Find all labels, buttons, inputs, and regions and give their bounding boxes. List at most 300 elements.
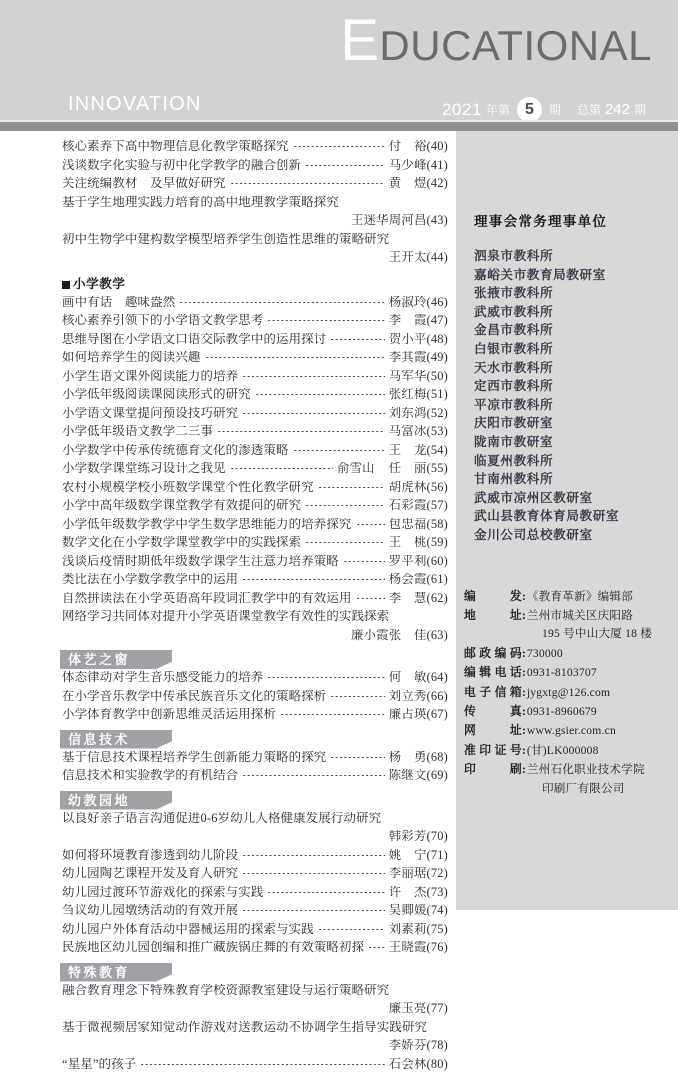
entry-byline bbox=[389, 314, 448, 326]
imprint-label: 准印证号 bbox=[464, 741, 522, 759]
entry-author: 付 裕 bbox=[389, 140, 427, 152]
entry-byline bbox=[389, 499, 448, 511]
entry-author: 马少峰 bbox=[389, 159, 427, 171]
imprint-row bbox=[464, 663, 678, 682]
entry-byline bbox=[389, 904, 448, 916]
entry-author: 罗平利 bbox=[389, 555, 427, 567]
entry-author: 廉玉亮 bbox=[389, 1002, 427, 1015]
page-body bbox=[0, 131, 678, 910]
council-item: 定西市教科所 bbox=[474, 377, 678, 396]
entry-byline bbox=[389, 518, 448, 530]
imprint-colon: : bbox=[522, 742, 527, 760]
leader-dots bbox=[46, 257, 385, 258]
entry-author: 石彩霞 bbox=[389, 499, 427, 511]
imprint-block bbox=[456, 587, 678, 798]
leader-dots bbox=[318, 929, 385, 930]
imprint-row bbox=[464, 721, 678, 740]
imprint-colon: : bbox=[522, 607, 527, 625]
toc-entry[interactable] bbox=[0, 499, 456, 518]
leader-dots bbox=[368, 947, 385, 948]
toc-entry[interactable] bbox=[0, 555, 456, 574]
entry-title: 小学数学中传承传统德育文化的渗透策略 bbox=[62, 444, 289, 456]
imprint-value: (甘)LK000008 bbox=[527, 742, 678, 760]
council-item: 天水市教科所 bbox=[474, 359, 678, 378]
imprint-row bbox=[464, 683, 678, 702]
imprint-colon: : bbox=[522, 703, 527, 721]
entry-byline bbox=[389, 333, 448, 345]
toc-entry[interactable] bbox=[0, 425, 456, 444]
entry-title: 思维导图在小学语文口语交际教学中的运用探讨 bbox=[62, 333, 326, 345]
imprint-value: 兰州市城关区庆阳路 bbox=[527, 607, 678, 625]
council-item: 泗泉市教科所 bbox=[474, 247, 678, 266]
issue-year-suffix: 年第 bbox=[486, 101, 510, 118]
entry-coauthor: 廉小霞 bbox=[351, 629, 389, 642]
council-item: 甘南州教科所 bbox=[474, 470, 678, 489]
entry-byline bbox=[389, 1058, 448, 1070]
entry-author: 刘素莉 bbox=[389, 923, 427, 935]
leader-dots bbox=[179, 302, 384, 303]
imprint-value: 《教育革新》编辑部 bbox=[527, 588, 678, 606]
entry-author: 廉占瑛 bbox=[389, 708, 427, 720]
entry-page: (53) bbox=[427, 425, 448, 438]
entry-author: 何 敏 bbox=[389, 671, 427, 683]
toc-entry-byline-line[interactable] bbox=[0, 251, 456, 270]
entry-title: 数学文化在小学数学课堂教学中的实践探索 bbox=[62, 536, 301, 548]
imprint-colon: : bbox=[522, 684, 527, 702]
entry-page: (46) bbox=[427, 296, 448, 309]
entry-byline bbox=[389, 481, 448, 493]
council-block bbox=[456, 131, 678, 545]
entry-author: 刘东鸿 bbox=[389, 407, 427, 419]
entry-title: 小学体育教学中创新思维灵活运用探析 bbox=[62, 708, 276, 720]
entry-byline bbox=[389, 769, 448, 781]
toc-entry[interactable] bbox=[0, 388, 456, 407]
toc-entry-title-line[interactable]: 网络学习共同体对提升小学英语课堂教学有效性的实践探索 bbox=[0, 610, 456, 629]
entry-byline bbox=[389, 867, 448, 879]
entry-byline bbox=[389, 1039, 448, 1051]
toc-entry[interactable] bbox=[0, 314, 456, 333]
entry-title: 信息技术和实验教学的有机结合 bbox=[62, 769, 238, 781]
entry-page: (58) bbox=[427, 518, 448, 531]
toc-entry[interactable] bbox=[0, 444, 456, 463]
entry-title: 浅谈后疫情时期低年级数学课学生注意力培养策略 bbox=[62, 555, 339, 567]
toc-entry[interactable] bbox=[0, 923, 456, 942]
toc-entry-title-line[interactable]: 融合教育理念下特殊教育学校资源教室建设与运行策略研究 bbox=[0, 984, 456, 1003]
entry-page: (68) bbox=[427, 751, 448, 764]
toc-entry[interactable] bbox=[0, 159, 456, 178]
toc-entry[interactable] bbox=[0, 573, 456, 592]
entry-author: 任 丽 bbox=[389, 462, 427, 474]
leader-dots bbox=[280, 714, 385, 715]
entry-title: 基于信息技术课程培养学生创新能力策略的探究 bbox=[62, 751, 326, 763]
leader-dots bbox=[242, 775, 384, 776]
entry-author: 王 龙 bbox=[389, 444, 427, 456]
entry-page: (51) bbox=[427, 388, 448, 401]
entry-byline bbox=[389, 941, 448, 953]
entry-byline bbox=[389, 351, 448, 363]
entry-page: (71) bbox=[427, 849, 448, 862]
council-item: 平凉市教科所 bbox=[474, 396, 678, 415]
leader-dots bbox=[330, 757, 384, 758]
leader-dots bbox=[267, 320, 384, 321]
leader-dots bbox=[305, 505, 385, 506]
entry-title: 体态律动对学生音乐感受能力的培养 bbox=[62, 671, 263, 683]
imprint-value: 0931-8103707 bbox=[527, 664, 678, 682]
entry-author: 许 杰 bbox=[389, 886, 427, 898]
toc-entry[interactable] bbox=[0, 690, 456, 709]
council-list bbox=[456, 247, 678, 545]
toc-entry[interactable] bbox=[0, 867, 456, 886]
entry-title: 小学生语文课外阅读能力的培养 bbox=[62, 370, 238, 382]
council-item: 陇南市教研室 bbox=[474, 433, 678, 452]
toc-entry[interactable] bbox=[0, 481, 456, 500]
sidebar-column bbox=[456, 131, 678, 910]
council-item: 白银市教科所 bbox=[474, 340, 678, 359]
entry-author: 周河昌 bbox=[389, 214, 427, 227]
entry-byline bbox=[389, 388, 448, 400]
entry-page: (57) bbox=[427, 499, 448, 512]
entry-page: (70) bbox=[427, 830, 448, 843]
leader-dots bbox=[305, 165, 385, 166]
entry-title: 如何将环境教育渗透到幼儿阶段 bbox=[62, 849, 238, 861]
entry-byline bbox=[389, 140, 448, 152]
entry-title: 民族地区幼儿园创编和推广藏族锅庄舞的有效策略初探 bbox=[62, 941, 364, 953]
leader-dots bbox=[242, 873, 384, 874]
imprint-label: 地址 bbox=[464, 606, 522, 624]
imprint-label: 电子信箱 bbox=[464, 683, 522, 701]
entry-page: (43) bbox=[427, 214, 448, 227]
council-item: 临夏州教科所 bbox=[474, 452, 678, 471]
toc-entry[interactable] bbox=[0, 536, 456, 555]
entry-title: 小学数学课堂练习设计之我见 bbox=[62, 462, 226, 474]
entry-page: (56) bbox=[427, 481, 448, 494]
entry-author: 李丽琚 bbox=[389, 867, 427, 879]
leader-dots bbox=[46, 635, 347, 636]
total-issue-suffix: 期 bbox=[634, 101, 646, 118]
entry-page: (76) bbox=[427, 941, 448, 954]
entry-page: (41) bbox=[427, 159, 448, 172]
leader-dots bbox=[242, 413, 384, 414]
toc-entry[interactable] bbox=[0, 1058, 456, 1076]
entry-title: 农村小规模学校小班数学课堂个性化教学研究 bbox=[62, 481, 314, 493]
journal-title-rest: DUCATIONAL bbox=[379, 22, 652, 69]
entry-page: (69) bbox=[427, 769, 448, 782]
entry-title: 刍议幼儿园墩绣活动的有效开展 bbox=[62, 904, 238, 916]
entry-title: 浅谈数字化实验与初中化学教学的融合创新 bbox=[62, 159, 301, 171]
leader-dots bbox=[242, 910, 384, 911]
entry-author: 姚 宁 bbox=[389, 849, 427, 861]
entry-title: 类比法在小学数学教学中的运用 bbox=[62, 573, 238, 585]
leader-dots bbox=[293, 450, 385, 451]
entry-coauthor: 王迷华 bbox=[351, 214, 389, 227]
entry-page: (75) bbox=[427, 923, 448, 936]
toc-entry-byline-line[interactable] bbox=[0, 1039, 456, 1058]
leader-dots bbox=[318, 487, 385, 488]
imprint-label: 网址 bbox=[464, 721, 522, 739]
section-heading-小学教学 bbox=[0, 274, 456, 296]
entry-byline bbox=[389, 751, 448, 763]
entry-title: 核心素养下高中物理信息化教学策略探究 bbox=[62, 140, 289, 152]
toc-entry-byline-line[interactable] bbox=[0, 629, 456, 648]
leader-dots bbox=[230, 183, 385, 184]
entry-author: 王 桃 bbox=[389, 536, 427, 548]
council-item: 金昌市教科所 bbox=[474, 321, 678, 340]
entry-author: 杨淑玲 bbox=[389, 296, 427, 308]
council-title: 理事会常务理事单位 bbox=[456, 210, 678, 230]
entry-byline bbox=[389, 1002, 448, 1014]
entry-page: (50) bbox=[427, 370, 448, 383]
entry-author: 马富冰 bbox=[389, 425, 427, 437]
masthead-divider bbox=[0, 120, 678, 131]
toc-entry[interactable] bbox=[0, 351, 456, 370]
imprint-label: 编辑电话 bbox=[464, 663, 522, 681]
issue-line bbox=[442, 97, 646, 122]
entry-byline bbox=[389, 708, 448, 720]
entry-page: (74) bbox=[427, 904, 448, 917]
imprint-label: 编发 bbox=[464, 587, 522, 605]
entry-title: 如何培养学生的阅读兴趣 bbox=[62, 351, 201, 363]
entry-author: 李娇芬 bbox=[389, 1039, 427, 1052]
entry-page: (72) bbox=[427, 867, 448, 880]
leader-dots bbox=[267, 892, 384, 893]
toc-entry-title-line[interactable]: 基于学生地理实践力培育的高中地理教学策略探究 bbox=[0, 196, 456, 215]
toc-entry[interactable] bbox=[0, 904, 456, 923]
imprint-label: 传真 bbox=[464, 702, 522, 720]
table-of-contents bbox=[0, 140, 456, 1076]
entry-byline bbox=[389, 671, 448, 683]
entry-title: 小学低年级语文教学二三事 bbox=[62, 425, 213, 437]
entry-author: 李 慧 bbox=[389, 592, 427, 604]
toc-entry[interactable] bbox=[0, 140, 456, 159]
imprint-value: www.gsier.com.cn bbox=[527, 722, 678, 740]
entry-byline bbox=[389, 923, 448, 935]
entry-title: 小学低年级阅读课阅读形式的研究 bbox=[62, 388, 251, 400]
journal-subtitle-english: INNOVATION bbox=[68, 93, 201, 116]
toc-entry[interactable] bbox=[0, 886, 456, 905]
entry-page: (49) bbox=[427, 351, 448, 364]
toc-entry-title-line[interactable]: 以良好亲子语言沟通促进0-6岁幼儿人格健康发展行动研究 bbox=[0, 812, 456, 831]
section-heading-特殊教育 bbox=[60, 963, 172, 982]
council-item: 嘉峪关市教育局教研室 bbox=[474, 266, 678, 285]
imprint-colon: : bbox=[522, 588, 527, 606]
toc-entry[interactable] bbox=[0, 462, 456, 481]
imprint-label: 印刷 bbox=[464, 760, 522, 778]
entry-author: 贺小平 bbox=[389, 333, 427, 345]
entry-title: 核心素养引领下的小学语文教学思考 bbox=[62, 314, 263, 326]
entry-page: (47) bbox=[427, 314, 448, 327]
entry-title: 画中有话 趣味盎然 bbox=[62, 296, 175, 308]
toc-entry[interactable] bbox=[0, 708, 456, 727]
entry-title: 幼儿园陶艺课程开发及育人研究 bbox=[62, 867, 238, 879]
entry-page: (60) bbox=[427, 555, 448, 568]
leader-dots bbox=[46, 220, 347, 221]
imprint-value: 730000 bbox=[527, 645, 678, 663]
entry-page: (52) bbox=[427, 407, 448, 420]
imprint-colon: : bbox=[522, 722, 527, 740]
entry-byline bbox=[351, 629, 448, 641]
section-heading-体艺之窗 bbox=[60, 650, 172, 669]
imprint-value: 0931-8960679 bbox=[527, 703, 678, 721]
entry-author: 杨会霞 bbox=[389, 573, 427, 585]
entry-byline bbox=[351, 214, 448, 226]
leader-dots bbox=[230, 468, 333, 469]
toc-entry[interactable] bbox=[0, 177, 456, 196]
issue-year: 2021 bbox=[442, 100, 482, 120]
entry-author: 刘立秀 bbox=[389, 690, 427, 702]
toc-entry-title-line[interactable]: 基于微视频居家知觉动作游戏对送教运动不协调学生指导实践研究 bbox=[0, 1021, 456, 1040]
entry-page: (77) bbox=[427, 1002, 448, 1015]
toc-entry[interactable] bbox=[0, 518, 456, 537]
imprint-row bbox=[464, 702, 678, 721]
bullet-square-icon bbox=[62, 281, 70, 289]
imprint-row bbox=[464, 644, 678, 663]
toc-column bbox=[0, 131, 456, 910]
toc-entry-byline-line[interactable] bbox=[0, 214, 456, 233]
imprint-value-continuation: 印刷厂有限公司 bbox=[464, 780, 678, 798]
council-item: 武威市凉州区教研室 bbox=[474, 489, 678, 508]
leader-dots bbox=[330, 339, 384, 340]
entry-byline bbox=[337, 462, 448, 474]
entry-title: 在小学音乐教学中传承民族音乐文化的策略探析 bbox=[62, 690, 326, 702]
toc-entry-byline-line[interactable] bbox=[0, 1002, 456, 1021]
entry-page: (63) bbox=[427, 629, 448, 642]
council-item: 武山县教育体育局教研室 bbox=[474, 507, 678, 526]
toc-entry[interactable] bbox=[0, 751, 456, 770]
entry-page: (40) bbox=[427, 140, 448, 153]
entry-page: (55) bbox=[427, 462, 448, 475]
toc-entry[interactable] bbox=[0, 849, 456, 868]
section-heading-label: 特殊教育 bbox=[60, 966, 130, 979]
toc-entry-title-line[interactable]: 初中生物学中建构数学模型培养学生创造性思维的策略研究 bbox=[0, 233, 456, 252]
entry-title: 关注统编教材 及早做好研究 bbox=[62, 177, 226, 189]
council-item: 金川公司总校教研室 bbox=[474, 526, 678, 545]
entry-page: (54) bbox=[427, 444, 448, 457]
imprint-row bbox=[464, 587, 678, 606]
entry-author: 王开太 bbox=[389, 251, 427, 264]
entry-byline bbox=[389, 177, 448, 189]
journal-title-english bbox=[0, 12, 652, 70]
toc-entry[interactable] bbox=[0, 941, 456, 960]
imprint-value-continuation: 195 号中山大厦 18 楼 bbox=[464, 625, 678, 643]
leader-dots bbox=[255, 394, 385, 395]
leader-dots bbox=[140, 1064, 384, 1065]
toc-entry[interactable] bbox=[0, 296, 456, 315]
section-heading-幼教园地 bbox=[60, 791, 172, 810]
leader-dots bbox=[343, 561, 385, 562]
entry-page: (66) bbox=[427, 690, 448, 703]
leader-dots bbox=[46, 1045, 385, 1046]
toc-entry-byline-line[interactable] bbox=[0, 830, 456, 849]
entry-title: 幼儿园过渡环节游戏化的探索与实践 bbox=[62, 886, 263, 898]
toc-entry[interactable] bbox=[0, 333, 456, 352]
imprint-value: 兰州石化职业技术学院 bbox=[527, 761, 678, 779]
journal-title-initial: E bbox=[340, 8, 379, 73]
masthead bbox=[0, 0, 678, 131]
imprint-colon: : bbox=[522, 664, 527, 682]
entry-author: 张红梅 bbox=[389, 388, 427, 400]
imprint-colon: : bbox=[522, 761, 527, 779]
entry-author: 王晓霞 bbox=[389, 941, 427, 953]
total-issue-number: 242 bbox=[605, 101, 630, 118]
council-item: 张掖市教科所 bbox=[474, 284, 678, 303]
toc-entry[interactable] bbox=[0, 407, 456, 426]
entry-byline bbox=[389, 555, 448, 567]
entry-byline bbox=[389, 407, 448, 419]
entry-page: (48) bbox=[427, 333, 448, 346]
section-heading-label: 小学教学 bbox=[73, 278, 125, 291]
imprint-colon: : bbox=[522, 645, 527, 663]
leader-dots bbox=[305, 542, 385, 543]
entry-title: 幼儿园户外体育活动中器械运用的探索与实践 bbox=[62, 923, 314, 935]
toc-entry[interactable] bbox=[0, 592, 456, 611]
leader-dots bbox=[46, 1008, 385, 1009]
imprint-row bbox=[464, 606, 678, 625]
entry-title: 小学语文课堂提问预设技巧研究 bbox=[62, 407, 238, 419]
entry-coauthor: 俞雪山 bbox=[337, 462, 375, 474]
entry-byline bbox=[389, 444, 448, 456]
entry-page: (80) bbox=[427, 1058, 448, 1071]
leader-dots bbox=[293, 146, 385, 147]
entry-page: (44) bbox=[427, 251, 448, 264]
issue-suffix: 期 bbox=[549, 101, 561, 118]
entry-author: 黄 煜 bbox=[389, 177, 427, 189]
entry-byline bbox=[389, 370, 448, 382]
leader-dots bbox=[242, 376, 384, 377]
imprint-label: 邮政编码 bbox=[464, 644, 522, 662]
leader-dots bbox=[205, 357, 385, 358]
entry-author: 杨 勇 bbox=[389, 751, 427, 763]
issue-number-badge: 5 bbox=[517, 97, 542, 122]
section-heading-label: 体艺之窗 bbox=[60, 653, 130, 666]
entry-page: (78) bbox=[427, 1039, 448, 1052]
leader-dots bbox=[242, 579, 384, 580]
entry-page: (73) bbox=[427, 886, 448, 899]
entry-author: 马军华 bbox=[389, 370, 427, 382]
entry-author: 胡虎林 bbox=[389, 481, 427, 493]
section-heading-信息技术 bbox=[60, 730, 172, 749]
entry-byline bbox=[389, 251, 448, 263]
entry-author: 包忠福 bbox=[389, 518, 427, 530]
toc-entry[interactable] bbox=[0, 671, 456, 690]
entry-author: 李其霞 bbox=[389, 351, 427, 363]
entry-author: 韩彩芳 bbox=[389, 830, 427, 843]
imprint-row bbox=[464, 741, 678, 760]
toc-entry[interactable] bbox=[0, 370, 456, 389]
entry-page: (64) bbox=[427, 671, 448, 684]
section-heading-label: 幼教园地 bbox=[60, 794, 130, 807]
entry-byline bbox=[389, 296, 448, 308]
entry-byline bbox=[389, 536, 448, 548]
entry-byline bbox=[389, 690, 448, 702]
entry-page: (62) bbox=[427, 592, 448, 605]
imprint-row bbox=[464, 760, 678, 779]
toc-entry[interactable] bbox=[0, 769, 456, 788]
leader-dots bbox=[356, 524, 385, 525]
entry-byline bbox=[389, 886, 448, 898]
entry-author: 石会林 bbox=[389, 1058, 427, 1070]
entry-page: (67) bbox=[427, 708, 448, 721]
leader-dots bbox=[330, 696, 384, 697]
entry-title: 小学中高年级数学课堂教学有效提问的研究 bbox=[62, 499, 301, 511]
entry-page: (59) bbox=[427, 536, 448, 549]
leader-dots bbox=[242, 855, 384, 856]
entry-author: 李 霞 bbox=[389, 314, 427, 326]
entry-title: “星星”的孩子 bbox=[62, 1058, 136, 1070]
entry-title: 自然拼读法在小学英语高年段词汇教学中的有效运用 bbox=[62, 592, 352, 604]
entry-byline bbox=[389, 849, 448, 861]
total-issue-label: 总第 bbox=[577, 101, 601, 118]
council-item: 武威市教科所 bbox=[474, 303, 678, 322]
